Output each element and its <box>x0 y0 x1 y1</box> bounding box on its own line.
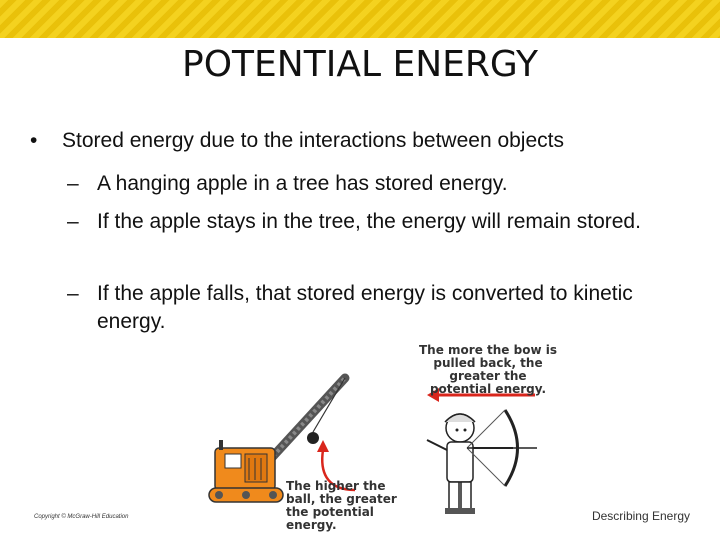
sub-bullet-marker: – <box>67 282 79 305</box>
bullet-text: Stored energy due to the interactions between objects <box>62 129 564 152</box>
copyright-text: Copyright © McGraw-Hill Education <box>34 514 129 520</box>
sub-bullet-text: If the apple falls, that stored energy is converted to kinetic energy. <box>97 282 633 333</box>
sub-bullet-text: A hanging apple in a tree has stored energy. <box>97 172 508 195</box>
sub-bullet-marker: – <box>67 210 79 233</box>
archer-caption: The more the bow is pulled back, the greater the potential energy. <box>419 343 557 396</box>
footer-text: Describing Energy <box>591 509 690 523</box>
bullet-marker: • <box>30 129 38 152</box>
sub-bullet-text: If the apple stays in the tree, the energy will remain stored. <box>97 210 641 233</box>
header-stripe <box>0 0 720 38</box>
sub-bullet-marker: – <box>67 172 79 195</box>
crane-caption: The higher the ball, the greater the potential energy. <box>286 479 397 532</box>
slide-title: POTENTIAL ENERGY <box>182 44 538 85</box>
